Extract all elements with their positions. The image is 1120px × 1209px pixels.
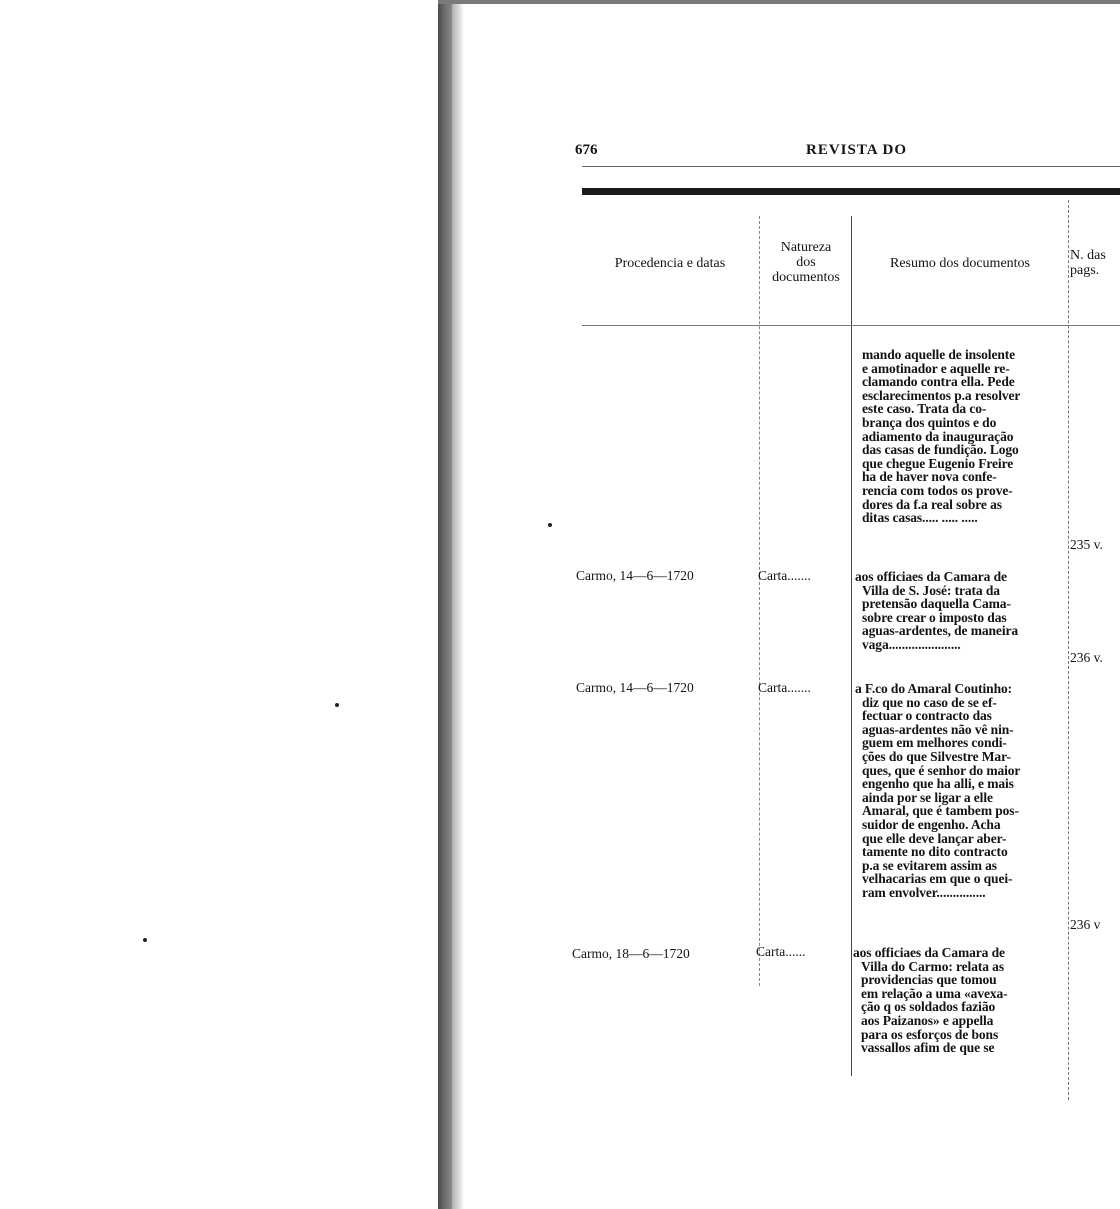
- resumo-line: aos officiaes da Camara de: [855, 569, 1007, 584]
- resumo-line: aguas-ardentes, de maneira: [862, 623, 1019, 639]
- heading-bottom-rule: [582, 325, 1120, 326]
- row-procedencia: Carmo, 14—6—1720: [576, 568, 694, 583]
- col-pags-line: pags.: [1070, 263, 1100, 278]
- resumo-line: velhacarias em que o quei-: [862, 871, 1013, 887]
- resumo-line: das casas de fundição. Logo: [862, 442, 1019, 458]
- row-resumo: [853, 946, 1068, 1055]
- resumo-line: fectuar o contracto das: [862, 708, 992, 724]
- resumo-line: para os esforços de bons: [861, 1026, 999, 1042]
- resumo-line: tamente no dito contracto: [862, 844, 1008, 860]
- resumo-line: ções do que Silvestre Mar-: [862, 748, 1011, 764]
- resumo-line: esclarecimentos p.a resolver: [862, 387, 1021, 403]
- col-natureza-line: dos: [796, 255, 816, 270]
- row-procedencia: Carmo, 14—6—1720: [576, 680, 694, 695]
- resumo-line: que elle deve lançar aber-: [862, 830, 1007, 846]
- resumo-line: pretensão daquella Cama-: [862, 596, 1011, 612]
- row-pags: 236 v.: [1070, 650, 1103, 665]
- row-pags: 235 v.: [1070, 537, 1103, 552]
- resumo-line: aguas-ardentes não vê nin-: [862, 721, 1014, 737]
- resumo-line: este caso. Trata da co-: [862, 401, 987, 417]
- scan-speck: [335, 703, 339, 707]
- resumo-line: aos Paizanos» e appella: [861, 1012, 994, 1028]
- resumo-line: ha de haver nova confe-: [862, 469, 997, 485]
- col-pags: [1070, 248, 1120, 278]
- col-natureza: [760, 240, 852, 285]
- resumo-line: ram envolver...............: [862, 884, 986, 900]
- resumo-line: Villa de S. José: trata da: [862, 582, 1000, 598]
- row-natureza: Carta.......: [758, 680, 811, 695]
- resumo-line: ditas casas..... ..... .....: [862, 510, 978, 526]
- resumo-line: adiamento da inauguração: [862, 428, 1014, 444]
- resumo-line: que chegue Eugenio Freire: [862, 455, 1014, 471]
- resumo-line: e amotinador e aquelle re-: [862, 360, 1010, 376]
- resumo-line: a F.co do Amaral Coutinho:: [855, 681, 1013, 696]
- row-resumo: [855, 570, 1068, 652]
- resumo-line: brança dos quintos e do: [862, 414, 997, 430]
- book-gutter-fade: [452, 0, 464, 1209]
- page-number: 676: [575, 142, 598, 158]
- book-gutter-shadow: [438, 0, 452, 1209]
- resumo-line: sobre crear o imposto das: [862, 609, 1007, 625]
- resumo-line: Amaral, que é tambem pos-: [862, 803, 1019, 819]
- column-divider-3: [1068, 200, 1069, 1100]
- row-natureza: Carta.......: [758, 568, 811, 583]
- resumo-line: providencias que tomou: [861, 972, 997, 988]
- column-divider-2: [851, 216, 852, 1076]
- col-procedencia: Procedencia e datas: [614, 256, 726, 271]
- resumo-line: p.a se evitarem assim as: [862, 857, 997, 873]
- resumo-line: guem em melhores condi-: [862, 735, 1007, 751]
- scan-speck: [143, 938, 147, 942]
- col-resumo: Resumo dos documentos: [890, 256, 1030, 271]
- col-natureza-line: Natureza: [780, 240, 832, 255]
- col-natureza-line: documentos: [772, 270, 840, 285]
- resumo-line: vassallos afim de que se: [861, 1040, 995, 1056]
- resumo-line: dores da f.a real sobre as: [862, 496, 1002, 512]
- resumo-line: diz que no caso de se ef-: [862, 694, 997, 710]
- resumo-line: em relação a uma «avexa-: [861, 985, 1008, 1001]
- resumo-line: aos officiaes da Camara de: [853, 945, 1005, 960]
- running-title: REVISTA DO: [806, 142, 907, 158]
- resumo-line: engenho que ha alli, e mais: [862, 776, 1014, 792]
- resumo-line: ainda por se ligar a elle: [862, 789, 993, 805]
- page-top-edge: [438, 0, 1120, 4]
- row-natureza: Carta......: [756, 944, 806, 959]
- resumo-line: suidor de engenho. Acha: [862, 816, 1001, 832]
- resumo-line: ques, que é senhor do maior: [862, 762, 1021, 778]
- row-resumo: [862, 348, 1068, 525]
- col-pags-line: N. das: [1070, 248, 1106, 263]
- scan-speck: [548, 523, 552, 527]
- row-pags: 236 v: [1070, 917, 1101, 932]
- resumo-line: mando aquelle de insolente: [862, 347, 1016, 362]
- resumo-line: Villa do Carmo: relata as: [861, 958, 1004, 974]
- row-procedencia: Carmo, 18—6—1720: [572, 946, 690, 961]
- header-thin-rule: [582, 166, 1120, 167]
- resumo-line: rencia com todos os prove-: [862, 482, 1013, 498]
- row-resumo: [855, 682, 1068, 900]
- resumo-line: vaga......................: [862, 636, 961, 652]
- table-thick-rule: [582, 188, 1120, 195]
- resumo-line: ção q os soldados fazião: [861, 999, 996, 1015]
- resumo-line: clamando contra ella. Pede: [862, 374, 1015, 390]
- column-divider-1: [759, 216, 760, 986]
